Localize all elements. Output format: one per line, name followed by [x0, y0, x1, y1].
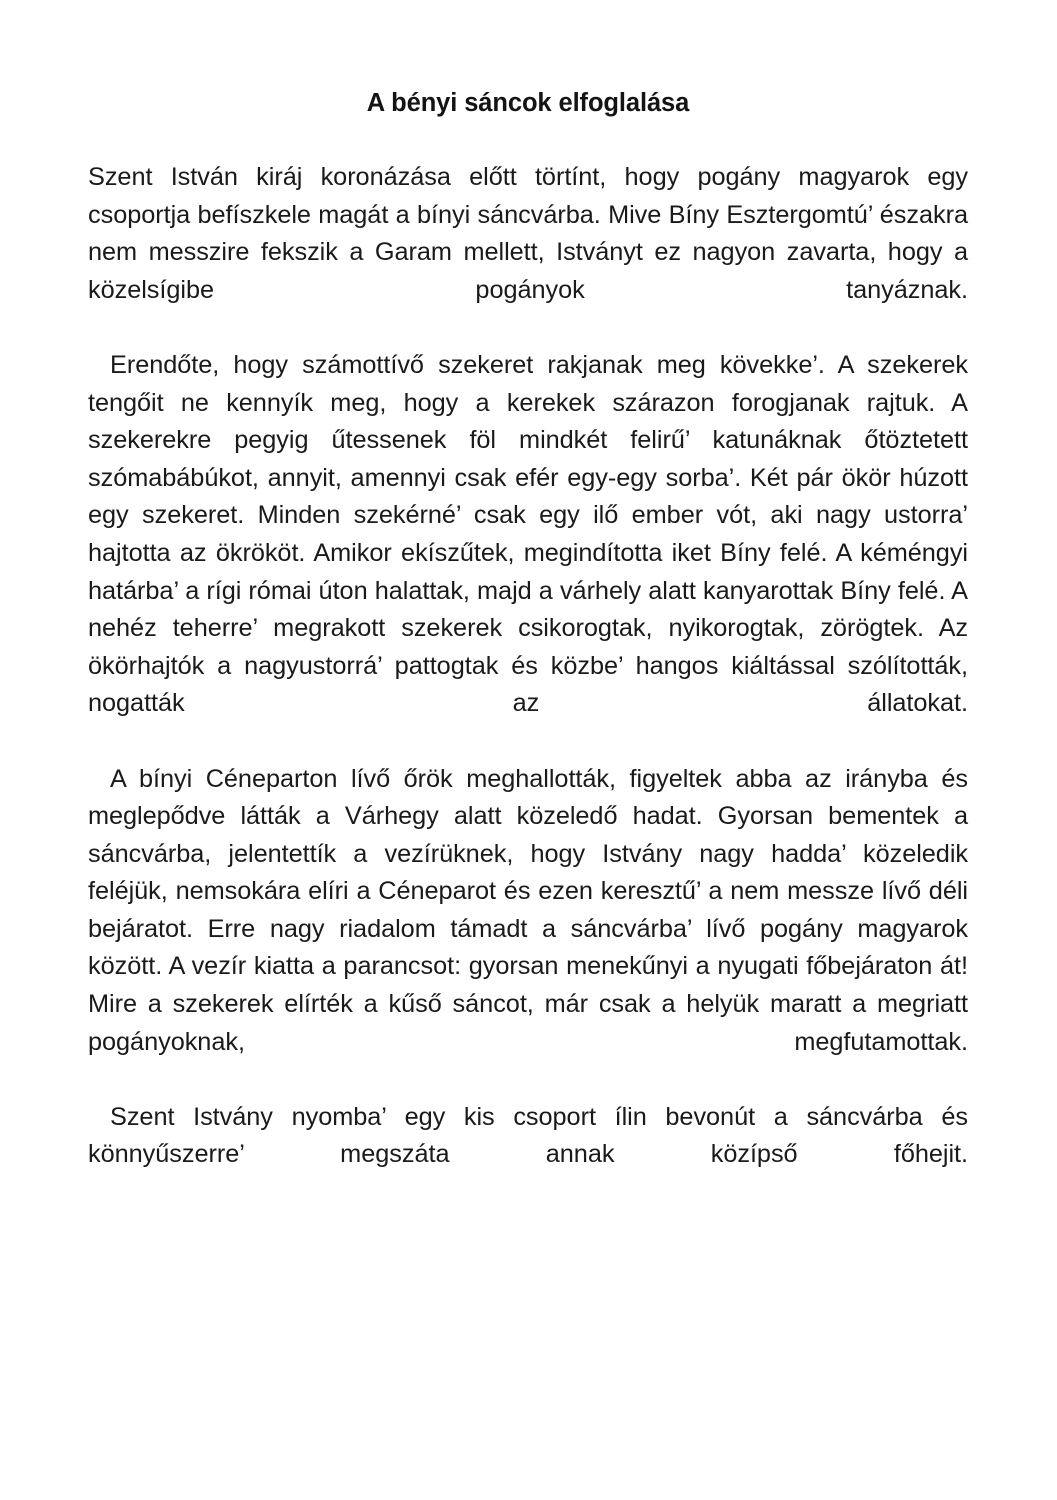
paragraph-4: Szent Istvány nyomba’ egy kis csoport ílin bevonút a sáncvárba és könnyűszerre’ megszáta annak közípső főhejit.: [88, 1102, 968, 1169]
paragraph-2: Erendőte, hogy számottívő szekeret rakjanak meg kövekke’. A szekerek tengőit ne kennyík meg, hogy a kerekek szárazon forogjanak rajtuk. A szekerekre pegyig űtessenek föl mindkét felirű’ katunáknak őtöztetett szómabábúkot, annyit, amennyi csak efér egy-egy sorba’. Két pár ökör húzott egy szekeret. Minden szekérné’ csak egy ilő ember vót, aki nagy ustorra’ hajtotta az ökrököt. Amikor ekíszűtek, megindította iket Bíny felé. A kéméngyi határba’ a rígi római úton halattak, majd a várhely alatt kanyarottak Bíny felé. A nehéz teherre’ megrakott szekerek csikorogtak, nyikorogtak, zörögtek. Az ökörhajtók a nagyustorrá’ pattogtak és közbe’ hangos kiáltással szólították, nogatták az állatokat.: [88, 350, 968, 718]
title-spacer: [88, 120, 968, 159]
page-title: A bényi sáncok elfoglalása: [366, 89, 690, 117]
paragraph-1: Szent István kiráj koronázása előtt törtínt, hogy pogány magyarok egy csoportja befíszkele magát a bínyi sáncvárba. Mive Bíny Esztergomtú’ északra nem messzire fekszik a Garam mellett, Istványt ez nagyon zavarta, hogy a közelsígibe pogányok tanyáznak.: [88, 163, 968, 304]
paragraph-3: A bínyi Céneparton lívő őrök meghallották, figyeltek abba az irányba és meglepődve látták a Várhegy alatt közeledő hadat. Gyorsan bementek a sáncvárba, jelentettík a vezírüknek, hogy Istvány nagy hadda’ közeledik feléjük, nemsokára elíri a Céneparot és ezen keresztű’ a nem messze lívő déli bejáratot. Erre nagy riadalom támadt a sáncvárba’ lívő pogány magyarok között. A vezír kiatta a parancsot: gyorsan menekűnyi a nyugati főbejáraton át! Mire a szekerek elírték a kűső sáncot, már csak a helyük maratt a megriatt pogányoknak, megfutamottak.: [88, 764, 968, 1056]
document-body: [88, 86, 968, 1212]
